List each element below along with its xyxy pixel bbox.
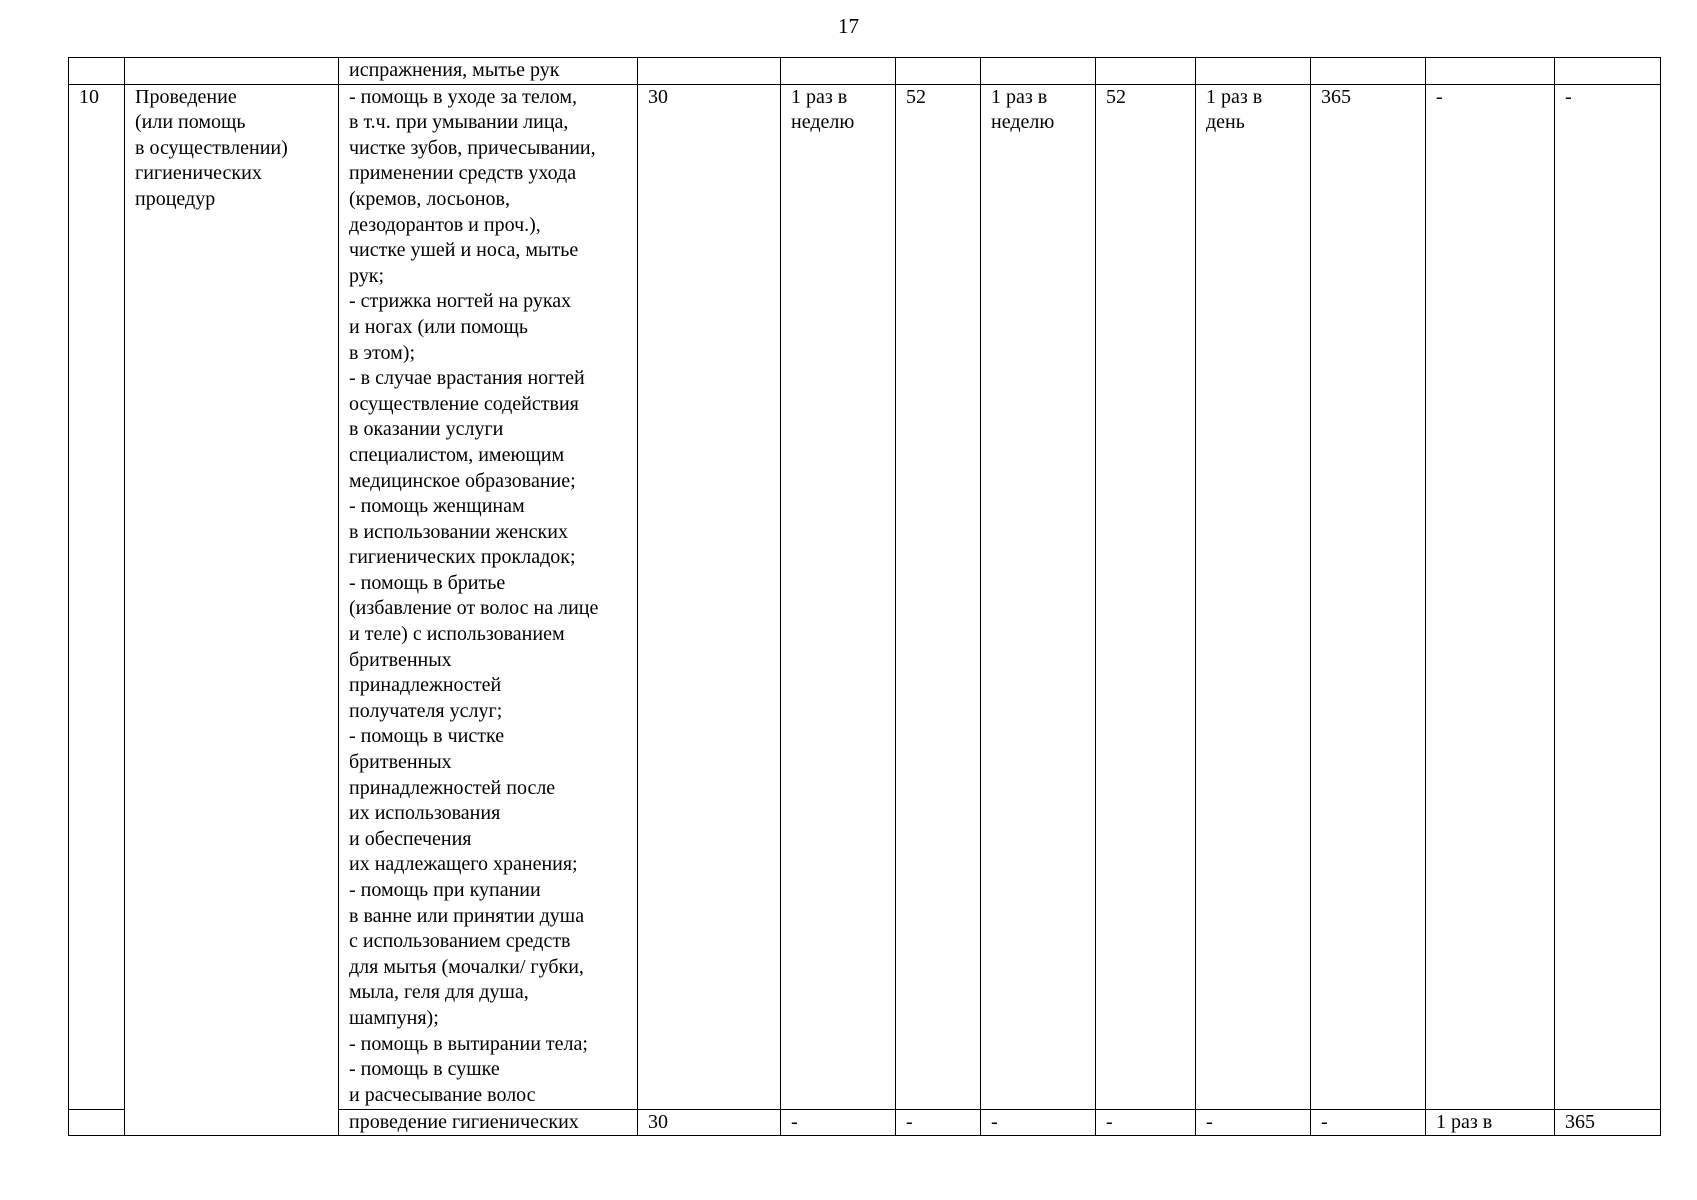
freq-line: неделю — [991, 111, 1055, 134]
description-line: для мытья (мочалки/ губки, — [349, 955, 584, 978]
description-line: принадлежностей после — [349, 776, 556, 799]
description-line: чистке ушей и носа, мытье — [349, 239, 579, 262]
service-line: процедур — [135, 187, 216, 210]
cell-time: 30 — [638, 1109, 781, 1136]
service-line: Проведение — [135, 85, 237, 108]
description-line: специалистом, имеющим — [349, 443, 565, 466]
description-line: с использованием средств — [349, 930, 571, 953]
description-line: получателя услуг; — [349, 699, 503, 722]
cell-qty3 — [1311, 58, 1426, 85]
cell-qty4 — [1555, 58, 1661, 85]
cell-description — [339, 84, 638, 1109]
description-line: осуществление содействия — [349, 392, 579, 415]
cell-freq2 — [981, 84, 1096, 1109]
description-line: - помощь в уходе за телом, — [349, 85, 577, 108]
cell-qty2: - — [1096, 1109, 1196, 1136]
table-row-10 — [69, 84, 1661, 1109]
cell-freq4 — [1426, 58, 1555, 85]
description-line: принадлежностей — [349, 674, 502, 697]
freq-line: 1 раз в — [1206, 85, 1263, 108]
freq-line: 1 раз в — [991, 85, 1048, 108]
description-line: - помощь в чистке — [349, 725, 505, 748]
description-line: бритвенных — [349, 648, 452, 671]
cell-time — [638, 58, 781, 85]
cell-freq2 — [981, 58, 1096, 85]
description-line: - в случае врастания ногтей — [349, 367, 585, 390]
cell-freq1 — [781, 58, 896, 85]
description-line: в т.ч. при умывании лица, — [349, 111, 569, 134]
description-line: в этом); — [349, 341, 415, 364]
description-line: применении средств ухода — [349, 162, 577, 185]
service-line: гигиенических — [135, 162, 262, 185]
cell-freq3 — [1196, 84, 1311, 1109]
cell-service — [125, 84, 339, 1109]
description-line: в оказании услуги — [349, 418, 504, 441]
description-line: чистке зубов, причесывании, — [349, 136, 596, 159]
cell-time: 30 — [638, 84, 781, 1109]
cell-service — [125, 1109, 339, 1136]
cell-qty4: 365 — [1555, 1109, 1661, 1136]
cell-qty1: 52 — [896, 84, 981, 1109]
description-line: - стрижка ногтей на руках — [349, 290, 572, 313]
description-line: и обеспечения — [349, 827, 472, 850]
cell-qty2 — [1096, 58, 1196, 85]
description-line: дезодорантов и проч.), — [349, 213, 541, 236]
cell-qty1 — [896, 58, 981, 85]
cell-description: проведение гигиенических — [339, 1109, 638, 1136]
freq-line: неделю — [791, 111, 855, 134]
description-line: их использования — [349, 802, 501, 825]
cell-freq1 — [781, 84, 896, 1109]
description-line: шампуня); — [349, 1006, 439, 1029]
cell-qty3: - — [1311, 1109, 1426, 1136]
cell-number — [69, 1109, 125, 1136]
cell-qty3: 365 — [1311, 84, 1426, 1109]
description-line: и расчесывание волос — [349, 1083, 536, 1106]
description-line: в ванне или принятии душа — [349, 904, 585, 927]
description-line: бритвенных — [349, 751, 452, 774]
cell-number: 10 — [69, 84, 125, 1109]
freq-line: 1 раз в — [791, 85, 848, 108]
cell-qty4: - — [1555, 84, 1661, 1109]
description-line: гигиенических прокладок; — [349, 546, 576, 569]
services-table — [68, 57, 1661, 1136]
cell-service — [125, 58, 339, 85]
freq-line: день — [1206, 111, 1245, 134]
description-line: и ногах (или помощь — [349, 315, 529, 338]
cell-freq1: - — [781, 1109, 896, 1136]
description-line: - помощь в бритье — [349, 571, 506, 594]
description-line: их надлежащего хранения; — [349, 853, 578, 876]
cell-description: испражнения, мытье рук — [339, 58, 638, 85]
description-line: (избавление от волос на лице — [349, 597, 599, 620]
description-line: - помощь женщинам — [349, 495, 525, 518]
description-line: - помощь в сушке — [349, 1058, 500, 1081]
table-row-continuation — [69, 58, 1661, 85]
cell-freq3: - — [1196, 1109, 1311, 1136]
description-line: мыла, геля для душа, — [349, 981, 529, 1004]
page-number: 17 — [838, 14, 859, 38]
description-line: (кремов, лосьонов, — [349, 187, 510, 210]
cell-freq4: - — [1426, 84, 1555, 1109]
service-line: в осуществлении) — [135, 136, 288, 159]
cell-freq4: 1 раз в — [1426, 1109, 1555, 1136]
cell-freq2: - — [981, 1109, 1096, 1136]
cell-number — [69, 58, 125, 85]
cell-freq3 — [1196, 58, 1311, 85]
description-line: и теле) с использованием — [349, 623, 565, 646]
description-line: в использовании женских — [349, 520, 568, 543]
service-line: (или помощь — [135, 111, 246, 134]
description-line: рук; — [349, 264, 385, 287]
table-row-continuation — [69, 1109, 1661, 1136]
description-line: - помощь в вытирании тела; — [349, 1032, 588, 1055]
description-line: медицинское образование; — [349, 469, 576, 492]
cell-qty1: - — [896, 1109, 981, 1136]
cell-qty2: 52 — [1096, 84, 1196, 1109]
description-line: - помощь при купании — [349, 879, 541, 901]
